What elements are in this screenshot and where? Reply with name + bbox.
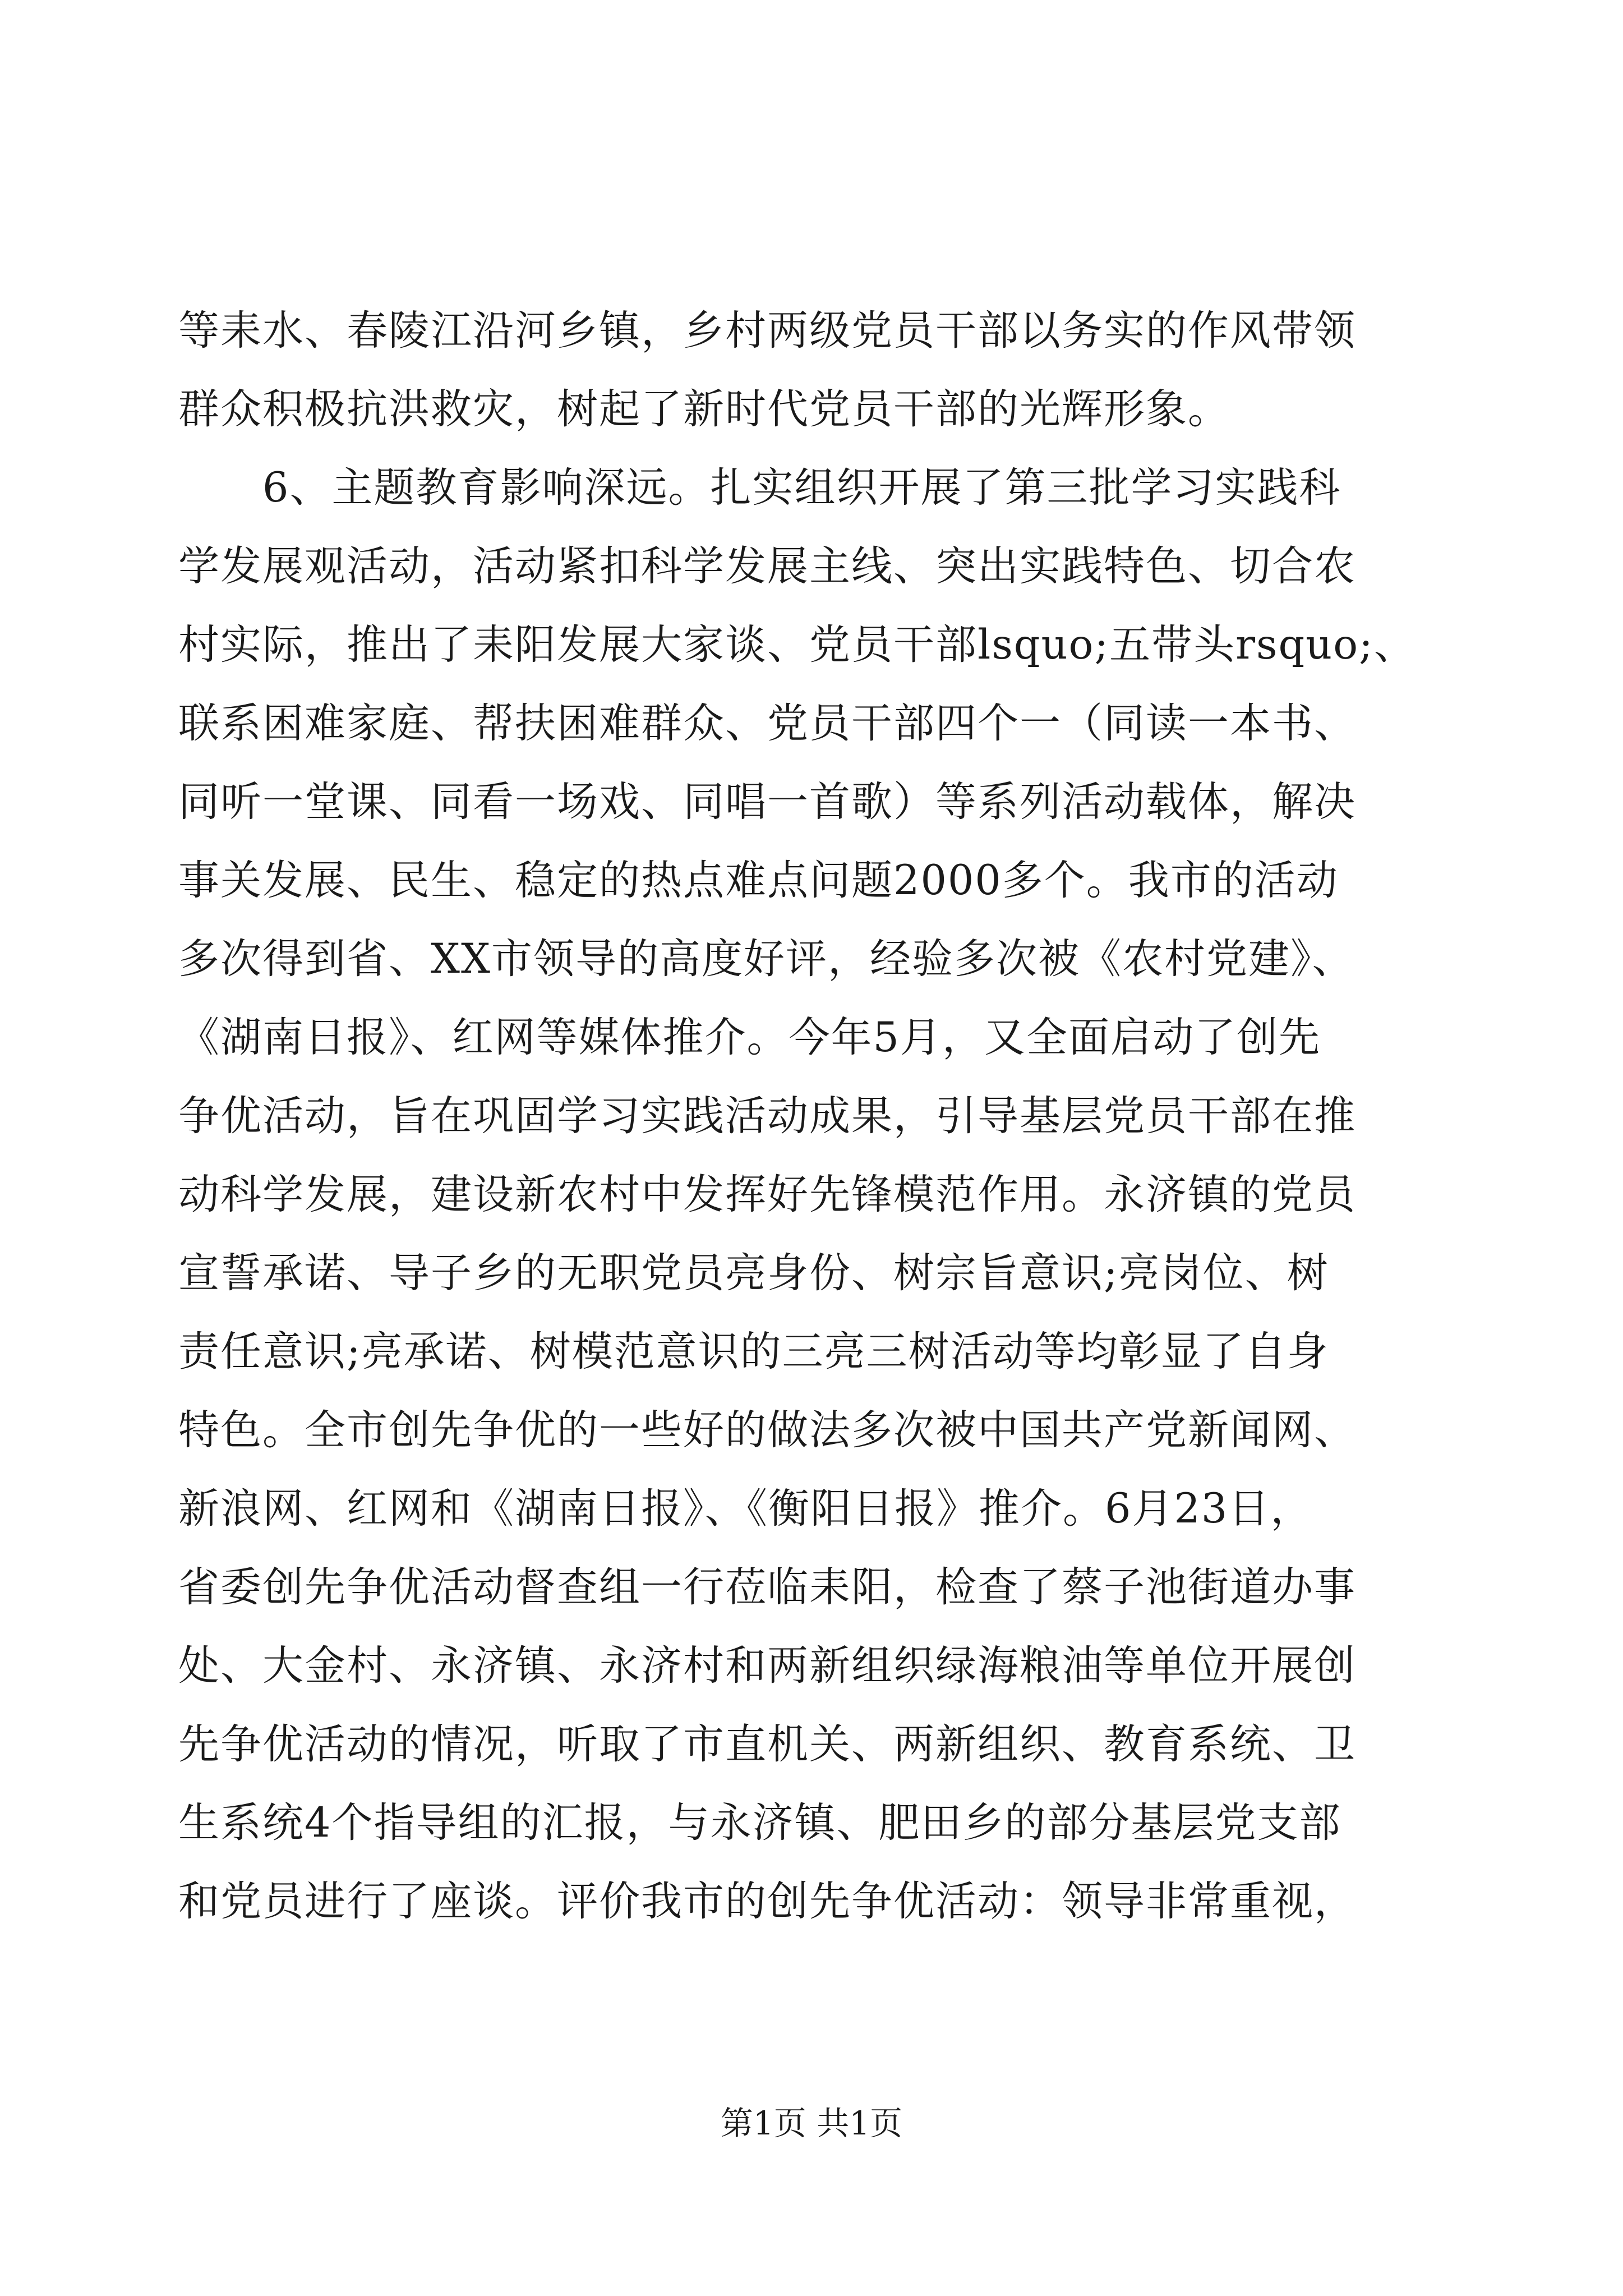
text-line: 多次得到省、XX市领导的高度好评，经验多次被《农村党建》、 — [178, 935, 1354, 983]
text-line: 群众积极抗洪救灾，树起了新时代党员干部的光辉形象。 — [178, 385, 1230, 433]
text-line: 特色。全市创先争优的一些好的做法多次被中国共产党新闻网、 — [178, 1406, 1356, 1454]
text-line: 动科学发展，建设新农村中发挥好先锋模范作用。永济镇的党员 — [178, 1171, 1356, 1218]
text-line: 新浪网、红网和《湖南日报》、《衡阳日报》推介。6月23日， — [178, 1485, 1313, 1533]
text-line: 《湖南日报》、红网等媒体推介。今年5月，又全面启动了创先 — [178, 1014, 1321, 1061]
text-line: 同听一堂课、同看一场戏、同唱一首歌）等系列活动载体，解决 — [178, 778, 1356, 826]
text-line: 先争优活动的情况，听取了市直机关、两新组织、教育系统、卫 — [178, 1720, 1356, 1768]
text-line: 省委创先争优活动督查组一行莅临耒阳，检查了蔡子池街道办事 — [178, 1563, 1356, 1611]
text-line: 处、大金村、永济镇、永济村和两新组织绿海粮油等单位开展创 — [178, 1642, 1356, 1690]
text-line: 6、主题教育影响深远。扎实组织开展了第三批学习实践科 — [262, 464, 1341, 512]
text-line: 事关发展、民生、稳定的热点难点问题2000多个。我市的活动 — [178, 857, 1339, 904]
text-line: 联系困难家庭、帮扶困难群众、党员干部四个一（同读一本书、 — [178, 700, 1356, 747]
text-line: 村实际，推出了耒阳发展大家谈、党员干部lsquo;五带头rsquo;、 — [178, 621, 1416, 669]
text-line: 学发展观活动，活动紧扣科学发展主线、突出实践特色、切合农 — [178, 542, 1356, 590]
body-text — [178, 292, 1440, 1941]
text-line: 等耒水、春陵江沿河乡镇，乡村两级党员干部以务实的作风带领 — [178, 307, 1356, 355]
text-line: 宣誓承诺、导子乡的无职党员亮身份、树宗旨意识;亮岗位、树 — [178, 1249, 1329, 1297]
text-line: 和党员进行了座谈。评价我市的创先争优活动：领导非常重视， — [178, 1878, 1356, 1925]
text-line: 争优活动，旨在巩固学习实践活动成果，引导基层党员干部在推 — [178, 1092, 1356, 1140]
page-number: 第1页 共1页 — [720, 2104, 903, 2142]
text-line: 责任意识;亮承诺、树模范意识的三亮三树活动等均彰显了自身 — [178, 1328, 1329, 1375]
text-line: 生系统4个指导组的汇报，与永济镇、肥田乡的部分基层党支部 — [178, 1799, 1341, 1847]
